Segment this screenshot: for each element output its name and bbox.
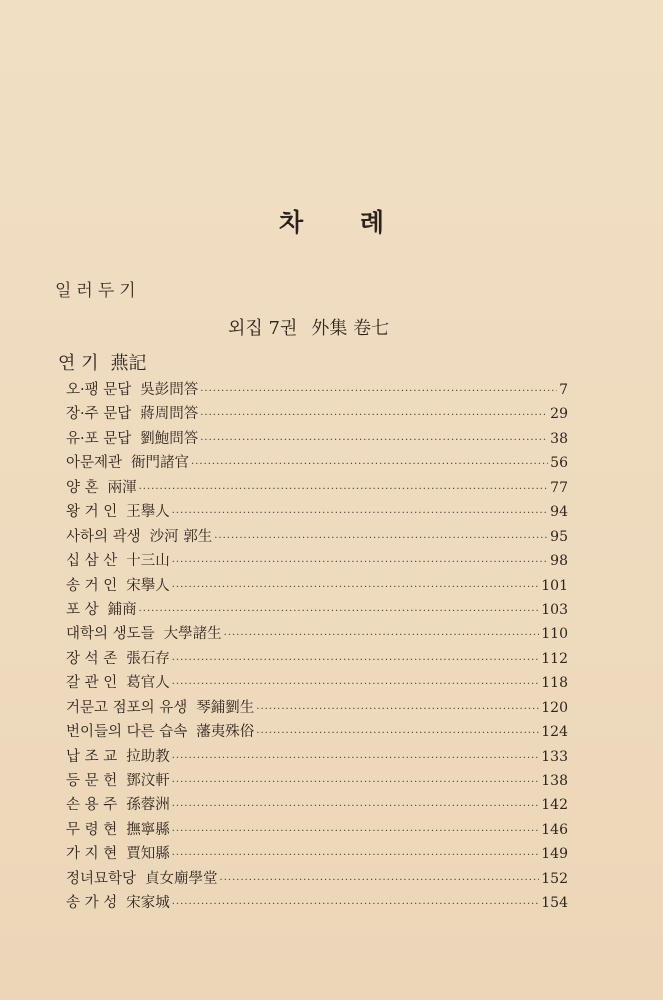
toc-entry-korean-title: 아문제관 xyxy=(66,455,123,472)
toc-entry-korean-title: 양 혼 xyxy=(66,479,99,496)
toc-entry-chinese-title: 孫蓉洲 xyxy=(126,797,170,814)
toc-entry-page-number: 7 xyxy=(559,382,568,398)
dot-leader xyxy=(172,655,540,666)
toc-entry-chinese-title: 劉鮑問答 xyxy=(140,430,199,447)
toc-entry-chinese-title: 鋪商 xyxy=(107,601,137,618)
toc-entry[interactable] xyxy=(66,818,568,842)
toc-entry[interactable] xyxy=(66,842,568,866)
dot-leader xyxy=(214,533,548,544)
toc-entry-page-number: 120 xyxy=(541,699,568,716)
toc-entry-korean-title: 오·팽 문답 xyxy=(66,382,132,398)
dot-leader xyxy=(256,728,539,739)
toc-entry[interactable] xyxy=(66,525,568,549)
dot-leader xyxy=(200,410,548,421)
toc-entry-page-number: 29 xyxy=(550,406,568,423)
dot-leader xyxy=(220,875,540,886)
toc-entry-page-number: 95 xyxy=(550,528,568,545)
dot-leader xyxy=(200,386,557,397)
toc-entry[interactable] xyxy=(66,696,568,720)
toc-entry-korean-title: 대학의 생도들 xyxy=(66,626,155,643)
page-title: 차 례 xyxy=(278,208,408,237)
toc-entry-korean-title: 등 문 헌 xyxy=(66,773,118,789)
toc-entry-page-number: 118 xyxy=(541,675,568,692)
toc-entry[interactable] xyxy=(66,402,568,426)
toc-entry-korean-title: 송 가 성 xyxy=(66,895,118,912)
toc-entry-chinese-title: 琴鋪劉生 xyxy=(196,699,255,716)
dot-leader xyxy=(172,582,540,593)
toc-entry-korean-title: 가 지 현 xyxy=(66,846,118,863)
toc-entry[interactable] xyxy=(66,867,568,891)
toc-entry[interactable] xyxy=(66,622,568,646)
toc-entry-chinese-title: 沙河 郭生 xyxy=(149,528,213,545)
dot-leader xyxy=(139,606,540,617)
toc-entry-korean-title: 정녀묘학당 xyxy=(66,870,137,887)
toc-entry-page-number: 149 xyxy=(541,846,568,863)
toc-entry[interactable] xyxy=(66,720,568,744)
toc-entry-page-number: 77 xyxy=(550,479,568,496)
dot-leader xyxy=(139,484,549,495)
toc-entry-page-number: 103 xyxy=(541,601,568,618)
dot-leader xyxy=(172,557,548,568)
toc-entry-korean-title: 갈 관 인 xyxy=(66,675,118,692)
toc-entry[interactable] xyxy=(66,745,568,769)
toc-entry-page-number: 138 xyxy=(541,773,568,789)
dot-leader xyxy=(172,508,548,519)
toc-entry-chinese-title: 鄧汶軒 xyxy=(126,773,170,789)
section-heading xyxy=(58,349,159,375)
table-of-contents xyxy=(66,378,568,916)
toc-entry[interactable] xyxy=(66,671,568,695)
toc-entry-chinese-title: 蔣周問答 xyxy=(140,406,199,423)
toc-entry-chinese-title: 宋家城 xyxy=(126,895,170,912)
toc-entry[interactable] xyxy=(66,574,568,598)
toc-entry[interactable] xyxy=(66,476,568,500)
toc-entry-chinese-title: 撫寧縣 xyxy=(126,821,170,838)
toc-entry[interactable] xyxy=(66,598,568,622)
toc-entry-page-number: 152 xyxy=(541,870,568,887)
toc-entry-korean-title: 장 석 존 xyxy=(66,650,118,667)
toc-entry[interactable] xyxy=(66,427,568,451)
toc-entry[interactable] xyxy=(66,451,568,475)
dot-leader xyxy=(172,777,540,788)
toc-entry-page-number: 94 xyxy=(550,504,568,521)
dot-leader xyxy=(172,801,540,812)
section-heading-korean: 연 기 xyxy=(58,353,99,374)
dot-leader xyxy=(172,850,540,861)
dot-leader xyxy=(172,753,540,764)
toc-entry[interactable] xyxy=(66,769,568,793)
toc-entry-chinese-title: 葛官人 xyxy=(126,675,170,692)
toc-entry[interactable] xyxy=(66,500,568,524)
toc-entry-korean-title: 왕 거 인 xyxy=(66,504,118,521)
toc-entry-page-number: 98 xyxy=(550,553,568,570)
dot-leader xyxy=(172,826,540,837)
toc-entry-chinese-title: 兩渾 xyxy=(107,479,137,496)
toc-entry-chinese-title: 宋擧人 xyxy=(126,577,170,594)
toc-entry-korean-title: 무 령 현 xyxy=(66,821,118,838)
toc-entry-page-number: 146 xyxy=(541,821,568,838)
toc-entry-chinese-title: 藩夷殊俗 xyxy=(196,724,255,741)
volume-heading xyxy=(228,314,403,340)
toc-entry-chinese-title: 賈知縣 xyxy=(126,846,170,863)
toc-entry-page-number: 154 xyxy=(541,895,568,912)
toc-entry[interactable] xyxy=(66,891,568,915)
explanatory-notes-entry[interactable]: 일러두기 xyxy=(55,281,141,301)
toc-entry-page-number: 110 xyxy=(541,626,568,643)
toc-entry[interactable] xyxy=(66,378,568,402)
dot-leader xyxy=(200,435,548,446)
toc-entry-chinese-title: 王擧人 xyxy=(126,504,170,521)
volume-heading-chinese: 外集 卷七 xyxy=(311,318,390,339)
toc-entry-chinese-title: 貞女廟學堂 xyxy=(145,870,218,887)
section-heading-chinese: 燕記 xyxy=(110,353,147,374)
toc-entry-korean-title: 십 삼 산 xyxy=(66,553,118,570)
toc-entry-chinese-title: 衙門諸官 xyxy=(131,455,190,472)
toc-entry-korean-title: 납 조 교 xyxy=(66,748,118,765)
toc-entry-chinese-title: 十三山 xyxy=(126,553,170,570)
toc-entry-chinese-title: 吳彭問答 xyxy=(140,382,199,398)
toc-entry-page-number: 38 xyxy=(550,430,568,447)
dot-leader xyxy=(224,630,540,641)
toc-entry-korean-title: 포 상 xyxy=(66,601,99,618)
toc-entry-page-number: 133 xyxy=(541,748,568,765)
dot-leader xyxy=(172,679,540,690)
dot-leader xyxy=(172,899,540,910)
toc-entry-chinese-title: 拉助教 xyxy=(126,748,170,765)
toc-entry-page-number: 142 xyxy=(541,797,568,814)
toc-entry-korean-title: 송 거 인 xyxy=(66,577,118,594)
toc-entry-page-number: 124 xyxy=(541,724,568,741)
toc-entry-page-number: 56 xyxy=(550,455,568,472)
toc-entry-chinese-title: 張石存 xyxy=(126,650,170,667)
toc-entry-chinese-title: 大學諸生 xyxy=(163,626,222,643)
dot-leader xyxy=(191,459,548,470)
dot-leader xyxy=(256,704,539,715)
toc-entry-korean-title: 손 용 주 xyxy=(66,797,118,814)
volume-heading-korean: 외집 7권 xyxy=(228,318,298,339)
toc-entry[interactable] xyxy=(66,793,568,817)
toc-entry-korean-title: 유·포 문답 xyxy=(66,430,132,447)
toc-entry-korean-title: 사하의 곽생 xyxy=(66,528,141,545)
toc-entry-korean-title: 번이들의 다른 습속 xyxy=(66,724,188,741)
toc-entry[interactable] xyxy=(66,647,568,671)
toc-entry-korean-title: 장·주 문답 xyxy=(66,406,132,423)
toc-entry-korean-title: 거문고 점포의 유생 xyxy=(66,699,188,716)
toc-entry[interactable] xyxy=(66,549,568,573)
toc-entry-page-number: 101 xyxy=(541,577,568,594)
toc-entry-page-number: 112 xyxy=(541,650,568,667)
